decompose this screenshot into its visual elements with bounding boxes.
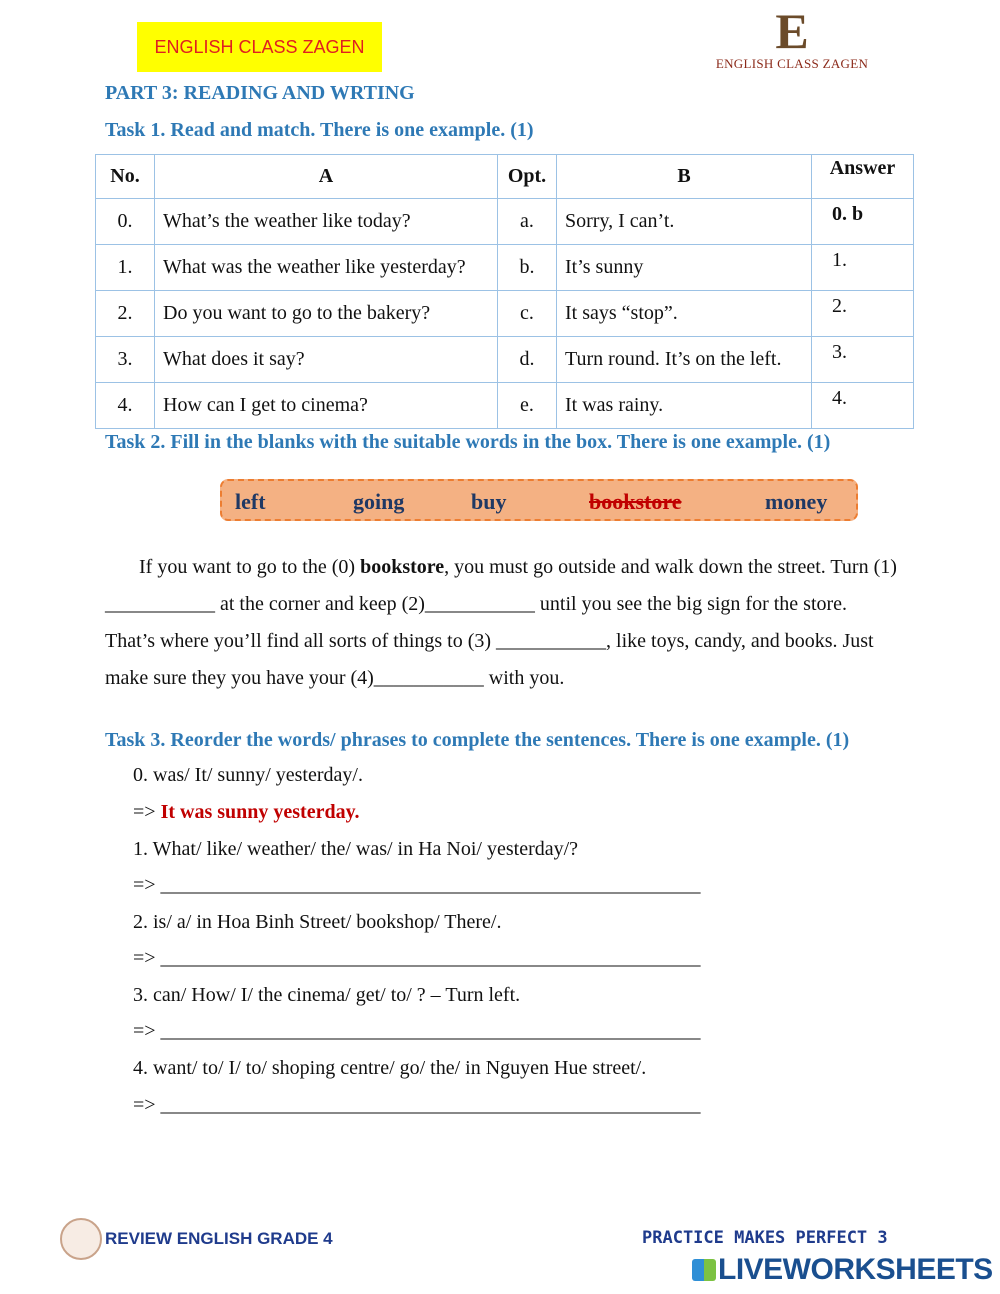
header-b: B bbox=[557, 155, 812, 199]
row-no: 3. bbox=[96, 337, 155, 383]
table-row bbox=[96, 383, 914, 429]
row-response: It says “stop”. bbox=[557, 291, 812, 337]
word-money: money bbox=[765, 489, 828, 514]
row-option: e. bbox=[498, 383, 557, 429]
row-option: c. bbox=[498, 291, 557, 337]
row-question: What does it say? bbox=[155, 337, 498, 383]
part-title: PART 3: READING AND WRTING bbox=[105, 82, 415, 104]
logo-letter-icon: E bbox=[775, 3, 809, 59]
row-response: Sorry, I can’t. bbox=[557, 199, 812, 245]
match-table bbox=[95, 154, 914, 429]
liveworksheets-watermark: LIVEWORKSHEETS bbox=[692, 1253, 993, 1287]
answer-field[interactable]: 4. bbox=[812, 383, 914, 429]
row-response: Turn round. It’s on the left. bbox=[557, 337, 812, 383]
reorder-item: 2. is/ a/ in Hoa Binh Street/ bookshop/ There/. bbox=[133, 911, 502, 933]
row-response: It’s sunny bbox=[557, 245, 812, 291]
row-question: How can I get to cinema? bbox=[155, 383, 498, 429]
example-answer: => It was sunny yesterday. bbox=[133, 801, 360, 823]
answer-field[interactable]: 3. bbox=[812, 337, 914, 383]
reorder-item: 4. want/ to/ I/ to/ shoping centre/ go/ the/ in Nguyen Hue street/. bbox=[133, 1057, 647, 1079]
row-no: 1. bbox=[96, 245, 155, 291]
row-question: Do you want to go to the bakery? bbox=[155, 291, 498, 337]
header-opt: Opt. bbox=[498, 155, 557, 199]
row-question: What’s the weather like today? bbox=[155, 199, 498, 245]
word-going: going bbox=[353, 489, 405, 514]
row-option: b. bbox=[498, 245, 557, 291]
row-no: 4. bbox=[96, 383, 155, 429]
answer-field[interactable]: 2. bbox=[812, 291, 914, 337]
row-option: d. bbox=[498, 337, 557, 383]
header-answer: Answer bbox=[812, 155, 914, 199]
passage-line: That’s where you’ll find all sorts of things to (3) ___________, like toys, candy, and books. Just bbox=[105, 630, 874, 652]
passage-line: If you want to go to the (0) bookstore, you must go outside and walk down the street. Turn (1) bbox=[139, 556, 897, 578]
header-no: No. bbox=[96, 155, 155, 199]
passage bbox=[105, 549, 955, 697]
row-no: 2. bbox=[96, 291, 155, 337]
answer-field: 0. b bbox=[812, 199, 914, 245]
row-no: 0. bbox=[96, 199, 155, 245]
footer-left: REVIEW ENGLISH GRADE 4 bbox=[105, 1229, 333, 1248]
task3-title: Task 3. Reorder the words/ phrases to complete the sentences. There is one example. (1) bbox=[105, 729, 850, 751]
row-option: a. bbox=[498, 199, 557, 245]
task1-title: Task 1. Read and match. There is one example. (1) bbox=[105, 119, 534, 141]
brand-logo: E ENGLISH CLASS ZAGEN bbox=[712, 6, 872, 82]
passage-line: make sure they you have your (4)___________ with you. bbox=[105, 667, 565, 689]
school-seal-icon bbox=[60, 1218, 102, 1260]
liveworksheets-logo-icon bbox=[692, 1259, 716, 1281]
row-response: It was rainy. bbox=[557, 383, 812, 429]
passage-line: ___________ at the corner and keep (2)___________ until you see the big sign for the store. bbox=[105, 593, 848, 615]
answer-line[interactable]: => ______________________________________________________ bbox=[133, 1094, 701, 1116]
word-box bbox=[220, 479, 858, 521]
answer-field[interactable]: 1. bbox=[812, 245, 914, 291]
task2-title: Task 2. Fill in the blanks with the suitable words in the box. There is one example. (1) bbox=[105, 431, 831, 453]
table-row bbox=[96, 199, 914, 245]
reorder-item: 1. What/ like/ weather/ the/ was/ in Ha Noi/ yesterday/? bbox=[133, 838, 579, 860]
row-question: What was the weather like yesterday? bbox=[155, 245, 498, 291]
word-left: left bbox=[235, 489, 266, 514]
table-row bbox=[96, 291, 914, 337]
table-row bbox=[96, 337, 914, 383]
example-prompt: 0. was/ It/ sunny/ yesterday/. bbox=[133, 764, 363, 786]
footer-right: PRACTICE MAKES PERFECT 3 bbox=[642, 1228, 888, 1248]
word-bookstore: bookstore bbox=[589, 489, 682, 514]
word-buy: buy bbox=[471, 489, 507, 514]
header-a: A bbox=[155, 155, 498, 199]
answer-line[interactable]: => ______________________________________________________ bbox=[133, 1020, 701, 1042]
answer-line[interactable]: => ______________________________________________________ bbox=[133, 947, 701, 969]
answer-line[interactable]: => ______________________________________________________ bbox=[133, 874, 701, 896]
reorder-item: 3. can/ How/ I/ the cinema/ get/ to/ ? – Turn left. bbox=[133, 984, 521, 1006]
brand-label: ENGLISH CLASS ZAGEN bbox=[137, 22, 382, 72]
table-row bbox=[96, 245, 914, 291]
table-header-row bbox=[96, 155, 914, 199]
